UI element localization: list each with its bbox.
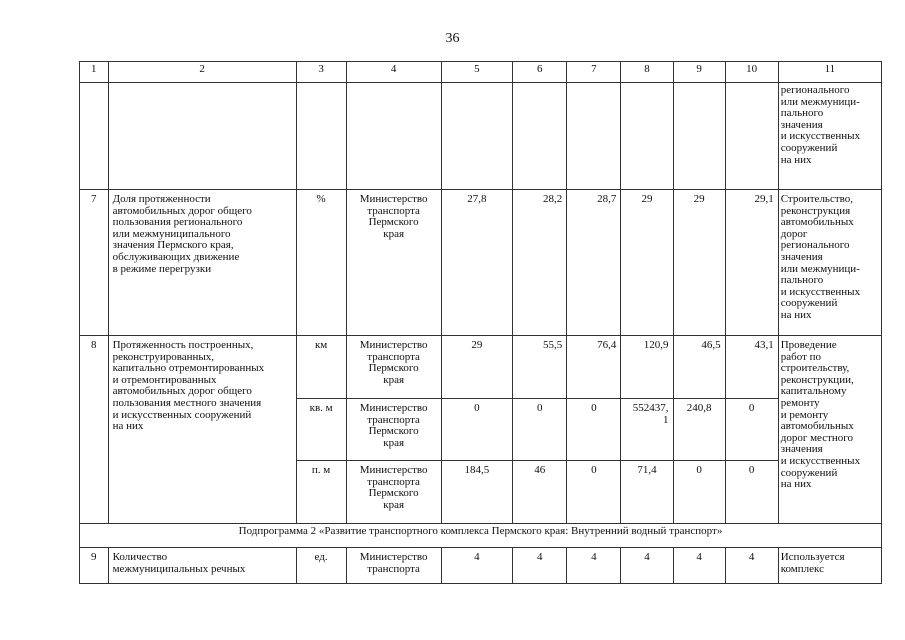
col-header-6: 6 [513, 62, 567, 83]
col-header-11: 11 [778, 62, 881, 83]
row-number: 9 [80, 548, 109, 584]
unit: км [296, 336, 346, 399]
table-row-7 [80, 190, 882, 336]
value-col9: 46,5 [673, 336, 725, 399]
col-header-8: 8 [621, 62, 673, 83]
note: Используется комплекс [778, 548, 881, 584]
unit: кв. м [296, 399, 346, 461]
value-col6: 4 [513, 548, 567, 584]
executor: Министерство транспорта Пермского края [346, 461, 441, 524]
table-row-8-km [80, 336, 882, 399]
indicator-name: Протяженность построенных, реконструированных, капитально отремонтированных и отремонтированных автомобильных дорог общего пользования местного значения и искусственных сооружений на них [108, 336, 296, 524]
col-header-5: 5 [441, 62, 513, 83]
value-col8: 552437, 1 [621, 399, 673, 461]
value-col9: 0 [673, 461, 725, 524]
executor: Министерство транспорта Пермского края [346, 399, 441, 461]
value-col8: 29 [621, 190, 673, 336]
value-col6: 46 [513, 461, 567, 524]
indicator-name: Доля протяженности автомобильных дорог общего пользования регионального или межмуниципального значения Пермского края, обслуживающих движение в режиме перегрузки [108, 190, 296, 336]
value-col10: 43,1 [725, 336, 778, 399]
value-col5: 29 [441, 336, 513, 399]
value-col9: 240,8 [673, 399, 725, 461]
unit: % [296, 190, 346, 336]
page-number: 36 [445, 31, 460, 46]
col-header-1: 1 [80, 62, 109, 83]
indicator-name: Количество межмуниципальных речных [108, 548, 296, 584]
value-col7: 0 [567, 461, 621, 524]
note: Строительство, реконструкция автомобильных дорог регионального значения или межмуници- пального и искусственных сооружений на них [778, 190, 881, 336]
col-header-10: 10 [725, 62, 778, 83]
indicators-table [79, 61, 882, 584]
col-header-9: 9 [673, 62, 725, 83]
table-row-9 [80, 548, 882, 584]
value-col7: 0 [567, 399, 621, 461]
value-col10: 0 [725, 399, 778, 461]
col-header-3: 3 [296, 62, 346, 83]
subprogram-heading-row [80, 524, 882, 548]
value-col6: 55,5 [513, 336, 567, 399]
unit: ед. [296, 548, 346, 584]
col-header-2: 2 [108, 62, 296, 83]
executor: Министерство транспорта [346, 548, 441, 584]
value-col8: 120,9 [621, 336, 673, 399]
value-col6: 0 [513, 399, 567, 461]
value-col5: 184,5 [441, 461, 513, 524]
continuation-row [80, 83, 882, 190]
value-col9: 4 [673, 548, 725, 584]
value-col10: 0 [725, 461, 778, 524]
executor: Министерство транспорта Пермского края [346, 190, 441, 336]
note: Проведение работ по строительству, реконструкции, капитальному ремонту и ремонту автомобильных дорог местного значения и искусственных сооружений на них [778, 336, 881, 524]
value-col5: 0 [441, 399, 513, 461]
value-col7: 76,4 [567, 336, 621, 399]
value-col8: 71,4 [621, 461, 673, 524]
value-col10: 4 [725, 548, 778, 584]
continuation-note: регионального или межмуници- пального значения и искусственных сооружений на них [778, 83, 881, 190]
value-col10: 29,1 [725, 190, 778, 336]
executor: Министерство транспорта Пермского края [346, 336, 441, 399]
col-header-4: 4 [346, 62, 441, 83]
row-number: 7 [80, 190, 109, 336]
value-col8: 4 [621, 548, 673, 584]
row-number: 8 [80, 336, 109, 524]
value-col7: 4 [567, 548, 621, 584]
unit: п. м [296, 461, 346, 524]
column-number-row [80, 62, 882, 83]
col-header-7: 7 [567, 62, 621, 83]
value-col7: 28,7 [567, 190, 621, 336]
value-col5: 27,8 [441, 190, 513, 336]
value-col9: 29 [673, 190, 725, 336]
value-col5: 4 [441, 548, 513, 584]
subprogram-title: Подпрограмма 2 «Развитие транспортного комплекса Пермского края: Внутренний водный транспорт» [80, 524, 882, 548]
value-col6: 28,2 [513, 190, 567, 336]
